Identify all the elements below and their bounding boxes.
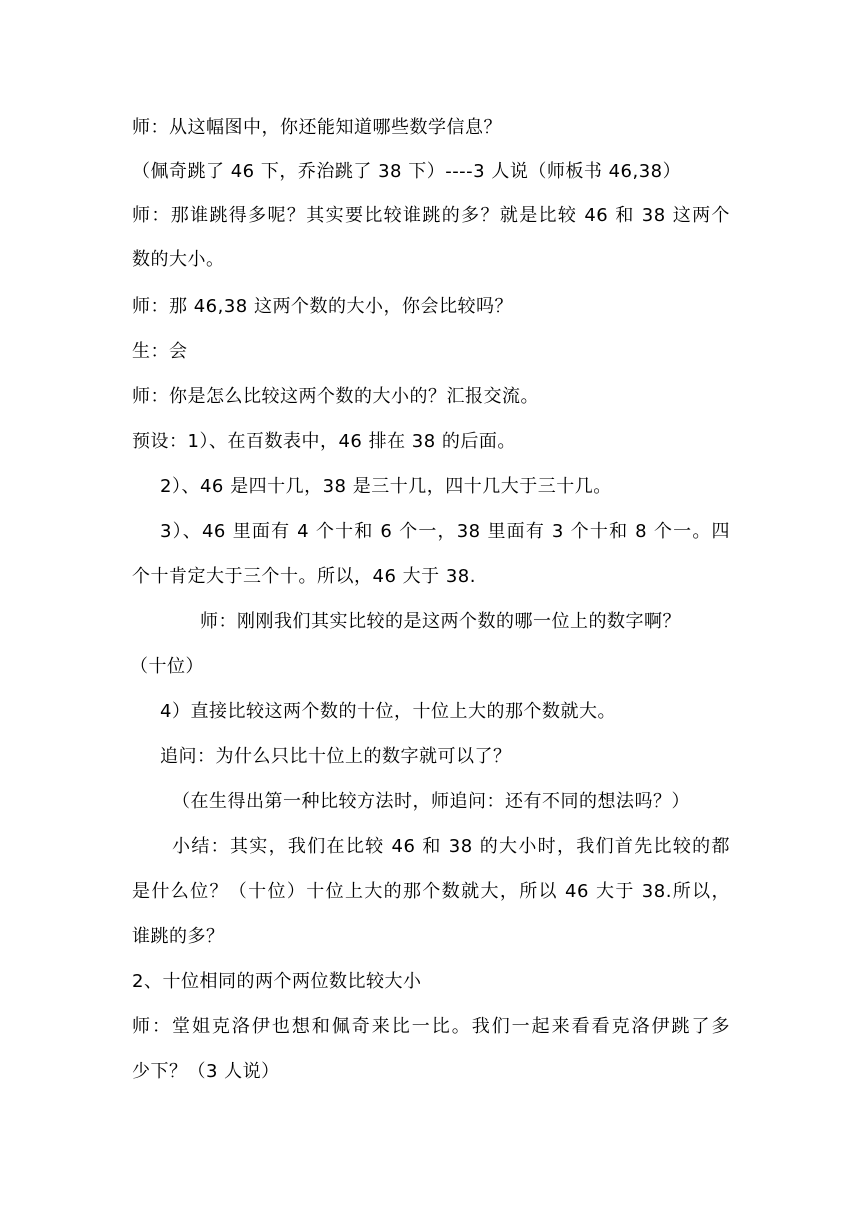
- paragraph-line: 追问：为什么只比十位上的数字就可以了？: [160, 746, 512, 767]
- paragraph-line: 预设：1）、在百数表中，46 排在 38 的后面。: [132, 431, 516, 452]
- paragraph-line: （佩奇跳了 46 下，乔治跳了 38 下）----3 人说（师板书 46,38）: [132, 161, 682, 182]
- paragraph-line: 师：堂姐克洛伊也想和佩奇来比一比。我们一起来看看克洛伊跳了多: [132, 1016, 730, 1037]
- paragraph-line: 个十肯定大于三个十。所以，46 大于 38.: [132, 566, 476, 587]
- paragraph-line: 谁跳的多？: [132, 926, 225, 947]
- paragraph-line: （十位）: [130, 656, 204, 677]
- paragraph-line: 师：那 46,38 这两个数的大小，你会比较吗？: [132, 296, 513, 317]
- paragraph-line: 小结：其实，我们在比较 46 和 38 的大小时，我们首先比较的都: [172, 836, 730, 857]
- paragraph-line: 师：你是怎么比较这两个数的大小的？汇报交流。: [132, 386, 539, 407]
- paragraph-line: 是什么位？（十位）十位上大的那个数就大，所以 46 大于 38.所以，: [132, 881, 730, 902]
- paragraph-line: 师：刚刚我们其实比较的是这两个数的哪一位上的数字啊？: [200, 611, 681, 632]
- paragraph-line: 3）、46 里面有 4 个十和 6 个一，38 里面有 3 个十和 8 个一。四: [160, 521, 730, 542]
- section-heading: 2、十位相同的两个两位数比较大小: [132, 971, 422, 992]
- paragraph-line: 少下？（3 人说）: [132, 1061, 280, 1082]
- paragraph-line: （在生得出第一种比较方法时，师追问：还有不同的想法吗？）: [172, 791, 690, 812]
- paragraph-line: 数的大小。: [132, 249, 225, 270]
- paragraph-line: 师：从这幅图中，你还能知道哪些数学信息？: [132, 117, 502, 138]
- paragraph-line: 4）直接比较这两个数的十位，十位上大的那个数就大。: [160, 701, 616, 722]
- paragraph-line: 生：会: [132, 341, 188, 362]
- paragraph-line: 2）、46 是四十几，38 是三十几，四十几大于三十几。: [160, 476, 612, 497]
- paragraph-line: 师：那谁跳得多呢？其实要比较谁跳的多？就是比较 46 和 38 这两个: [132, 205, 730, 226]
